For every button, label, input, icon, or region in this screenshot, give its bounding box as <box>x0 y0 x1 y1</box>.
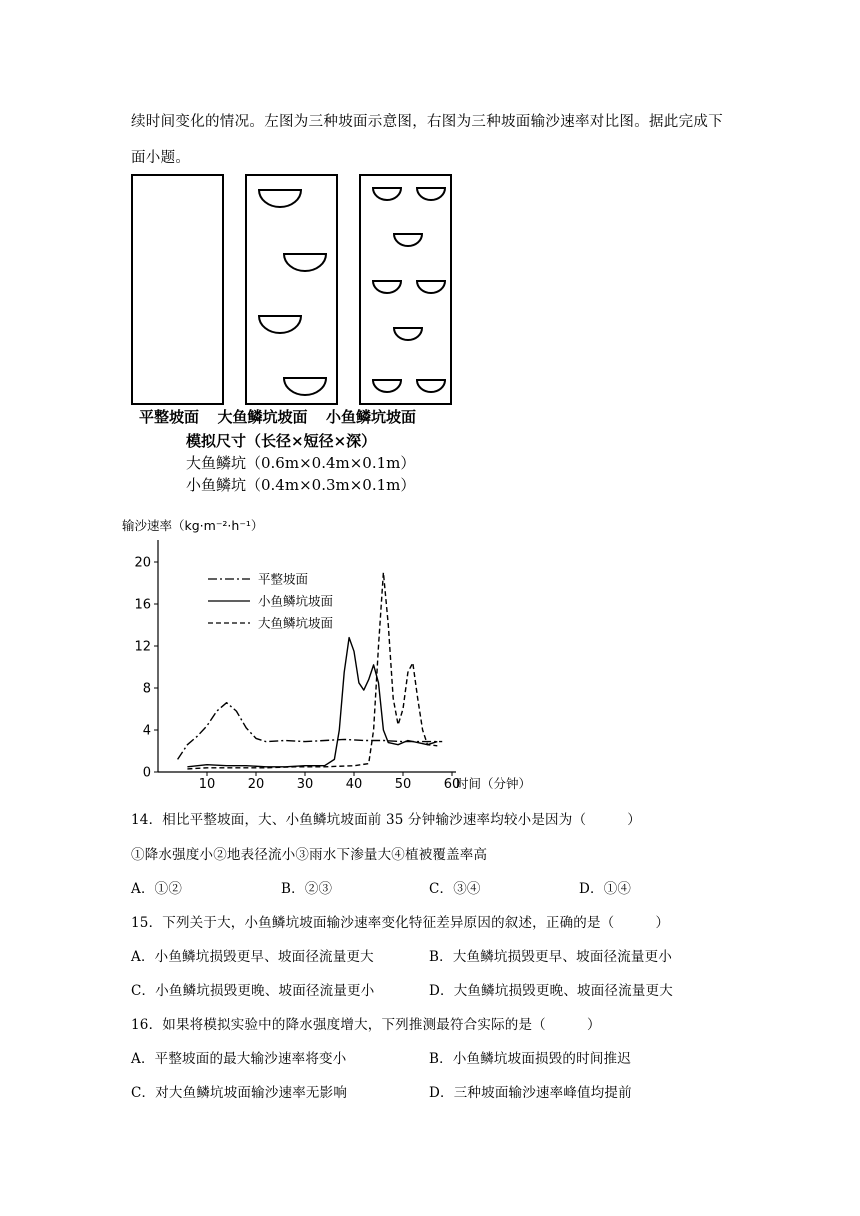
x-tick-label: 10 <box>198 777 216 792</box>
small-pit-3 <box>394 234 422 246</box>
slope-figure-caption <box>131 406 476 492</box>
question-15-option-a[interactable]: A．小鱼鳞坑损毁更早、坡面径流量更大 <box>131 949 374 965</box>
small-pit-slope-panel <box>360 175 451 404</box>
flat-slope-panel <box>132 175 223 404</box>
small-pit-size: 小鱼鳞坑（0.4m×0.3m×0.1m） <box>186 476 416 494</box>
small-pit-1 <box>373 188 401 200</box>
x-tick-label: 60 <box>443 777 461 792</box>
slope-schematic-figure <box>128 170 473 410</box>
legend-label-2: 小鱼鳞坑坡面 <box>258 593 334 609</box>
question-14-option-a[interactable]: A．①② <box>131 881 183 897</box>
small-pit-8 <box>417 380 445 392</box>
question-16-option-c[interactable]: C．对大鱼鳞坑坡面输沙速率无影响 <box>131 1085 348 1101</box>
small-pit-5 <box>417 281 445 293</box>
label-large-pit-slope: 大鱼鳞坑坡面 <box>217 408 308 426</box>
x-tick-label: 50 <box>394 777 412 792</box>
question-14-note: ①降水强度小②地表径流小③雨水下渗量大④植被覆盖率高 <box>131 847 488 863</box>
question-16-option-a[interactable]: A．平整坡面的最大输沙速率将变小 <box>131 1051 347 1067</box>
x-tick-label: 20 <box>247 777 265 792</box>
large-pit-marks <box>259 190 326 395</box>
y-tick-label: 8 <box>142 681 151 697</box>
y-tick-label: 16 <box>134 597 151 613</box>
question-15-option-d[interactable]: D．大鱼鳞坑损毁更晚、坡面径流量更大 <box>429 983 673 999</box>
large-pit-4 <box>284 378 326 395</box>
question-14-stem: 14．相比平整坡面，大、小鱼鳞坑坡面前 35 分钟输沙速率均较小是因为（ ） <box>131 812 641 828</box>
question-16-stem: 16．如果将模拟实验中的降水强度增大，下列推测最符合实际的是（ ） <box>131 1017 601 1033</box>
question-14-option-b[interactable]: B．②③ <box>281 881 333 897</box>
x-tick-label: 30 <box>296 777 314 792</box>
y-tick-label: 0 <box>142 765 151 781</box>
intro-paragraph <box>131 104 771 176</box>
small-pit-marks <box>373 188 445 392</box>
label-small-pit-slope: 小鱼鳞坑坡面 <box>325 408 416 426</box>
y-axis-label: 输沙速率（kg·m⁻²·h⁻¹） <box>122 518 264 533</box>
question-15-stem: 15．下列关于大，小鱼鳞坑坡面输沙速率变化特征差异原因的叙述，正确的是（ ） <box>131 915 670 931</box>
question-15-option-c[interactable]: C．小鱼鳞坑损毁更晚、坡面径流量更小 <box>131 983 375 999</box>
sediment-rate-chart <box>118 512 532 797</box>
small-pit-2 <box>417 188 445 200</box>
small-pit-7 <box>373 380 401 392</box>
intro-line-2: 面小题。 <box>131 150 191 166</box>
large-pit-size: 大鱼鳞坑（0.6m×0.4m×0.1m） <box>186 454 416 472</box>
question-16-option-d[interactable]: D．三种坡面输沙速率峰值均提前 <box>429 1085 632 1101</box>
question-15-option-b[interactable]: B．大鱼鳞坑损毁更早、坡面径流量更小 <box>429 949 673 965</box>
legend-label-3: 大鱼鳞坑坡面 <box>258 615 334 631</box>
x-axis-label: 时间（分钟） <box>456 776 532 791</box>
question-16-option-b[interactable]: B．小鱼鳞坑坡面损毁的时间推迟 <box>429 1051 631 1067</box>
y-tick-label: 4 <box>142 723 151 739</box>
large-pit-2 <box>284 254 326 271</box>
y-tick-label: 20 <box>134 555 151 571</box>
question-14-option-d[interactable]: D．①④ <box>579 881 632 897</box>
intro-line-1: 续时间变化的情况。左图为三种坡面示意图，右图为三种坡面输沙速率对比图。据此完成下 <box>131 114 723 130</box>
question-14-option-c[interactable]: C．③④ <box>429 881 481 897</box>
small-pit-6 <box>394 328 422 340</box>
size-title: 模拟尺寸（长径×短径×深） <box>186 432 377 450</box>
large-pit-1 <box>259 190 301 207</box>
large-pit-3 <box>259 316 301 333</box>
legend-label-1: 平整坡面 <box>258 571 309 587</box>
x-tick-label: 40 <box>345 777 363 792</box>
series-line-2 <box>187 638 437 767</box>
large-pit-slope-panel <box>246 175 337 404</box>
small-pit-4 <box>373 281 401 293</box>
label-flat-slope: 平整坡面 <box>139 408 200 426</box>
y-tick-label: 12 <box>134 639 151 655</box>
